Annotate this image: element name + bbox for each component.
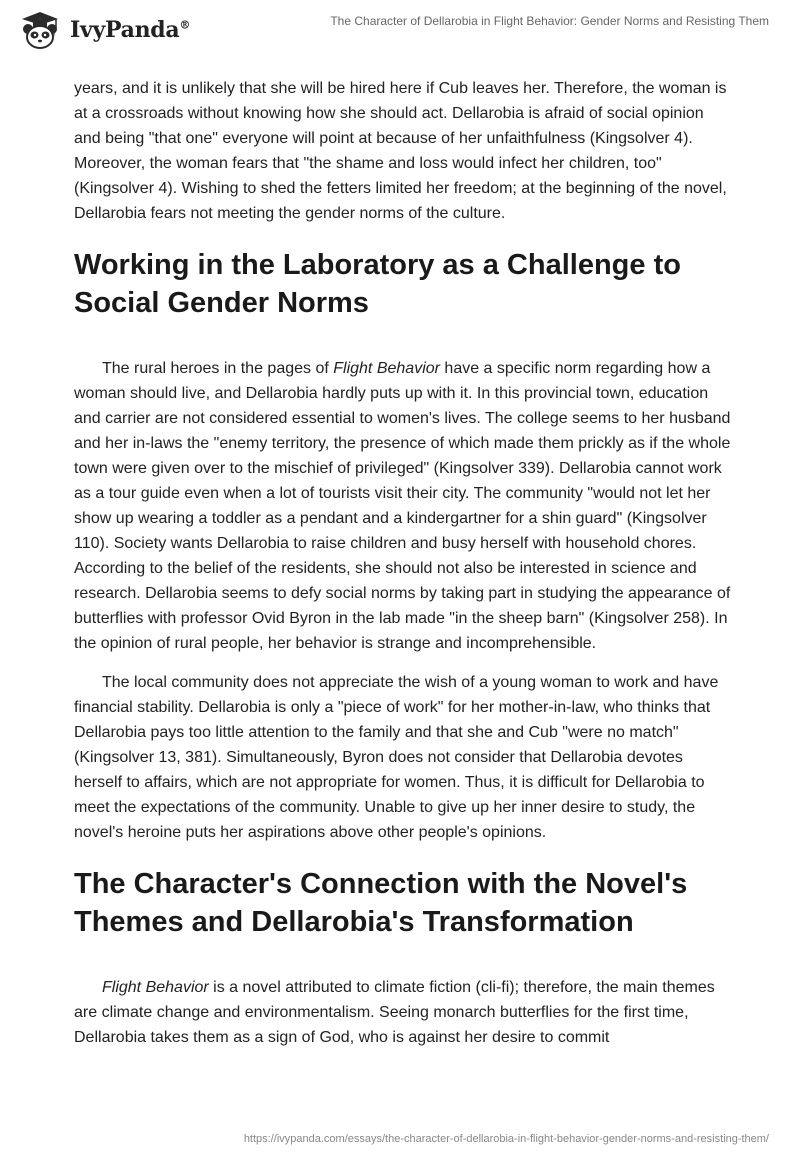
paragraph: The rural heroes in the pages of Flight Behavior have a specific norm regarding how a woman should live, and Dellarobia hardly puts up with it. In this provincial town, education and carrier are not considered essential to women's lives. The college seems to her husband and her in-laws the "enemy territory, the presence of which made them prickly as if the whole town were given over to the mischief of privileged" (Kingsolver 339). Dellarobia cannot work as a tour guide even when a lot of tourists visit their city. The community "would not let her show up wearing a toddler as a pendant and a kindergartner for a shin guard" (Kingsolver 110). Society wants Dellarobia to raise children and busy herself with household chores. According to the belief of the residents, she should not also be interested in science and research. Dellarobia seems to defy social norms by taking part in studying the appearance of butterflies with professor Ovid Byron in the lab made "in the sheep barn" (Kingsolver 258). In the opinion of rural people, her behavior is strange and incomprehensible. bbox=[74, 360, 731, 652]
ivypanda-logo[interactable] bbox=[14, 10, 190, 50]
section-heading: Working in the Laboratory as a Challenge to Social Gender Norms bbox=[74, 249, 681, 319]
panda-graduate-icon bbox=[14, 10, 66, 50]
section-heading: The Character's Connection with the Novel's Themes and Dellarobia's Transformation bbox=[74, 868, 688, 938]
essay-content bbox=[74, 76, 734, 1064]
page-header bbox=[0, 0, 800, 60]
document-title: The Character of Dellarobia in Flight Behavior: Gender Norms and Resisting Them bbox=[330, 14, 769, 28]
paragraph: years, and it is unlikely that she will be hired here if Cub leaves her. Therefore, the woman is at a crossroads without knowing how she should act. Dellarobia is afraid of social opinion and being "that one" everyone will point at because of her unfaithfulness (Kingsolver 4). Moreover, the woman fears that "the shame and loss would infect her children, too" (Kingsolver 4). Wishing to shed the fetters limited her freedom; at the beginning of the novel, Dellarobia fears not meeting the gender norms of the culture. bbox=[74, 80, 727, 222]
source-url[interactable]: https://ivypanda.com/essays/the-character-of-dellarobia-in-flight-behavior-gender-norms-and-resisting-them/ bbox=[243, 1133, 769, 1145]
paragraph: The local community does not appreciate the wish of a young woman to work and have financial stability. Dellarobia is only a "piece of work" for her mother-in-law, who thinks that Dellarobia pays too little attention to the family and that she and Cub "were no match" (Kingsolver 13, 381). Simultaneously, Byron does not consider that Dellarobia devotes herself to affairs, which are not appropriate for women. Thus, it is difficult for Dellarobia to meet the expectations of the community. Unable to give up her inner desire to study, the novel's heroine puts her aspirations above other people's opinions. bbox=[74, 674, 719, 841]
paragraph: Flight Behavior is a novel attributed to climate fiction (cli-fi); therefore, the main themes are climate change and environmentalism. Seeing monarch butterflies for the first time, Dellarobia takes them as a sign of God, who is against her desire to commit bbox=[74, 979, 715, 1046]
brand-name: IvyPanda® bbox=[70, 17, 191, 43]
